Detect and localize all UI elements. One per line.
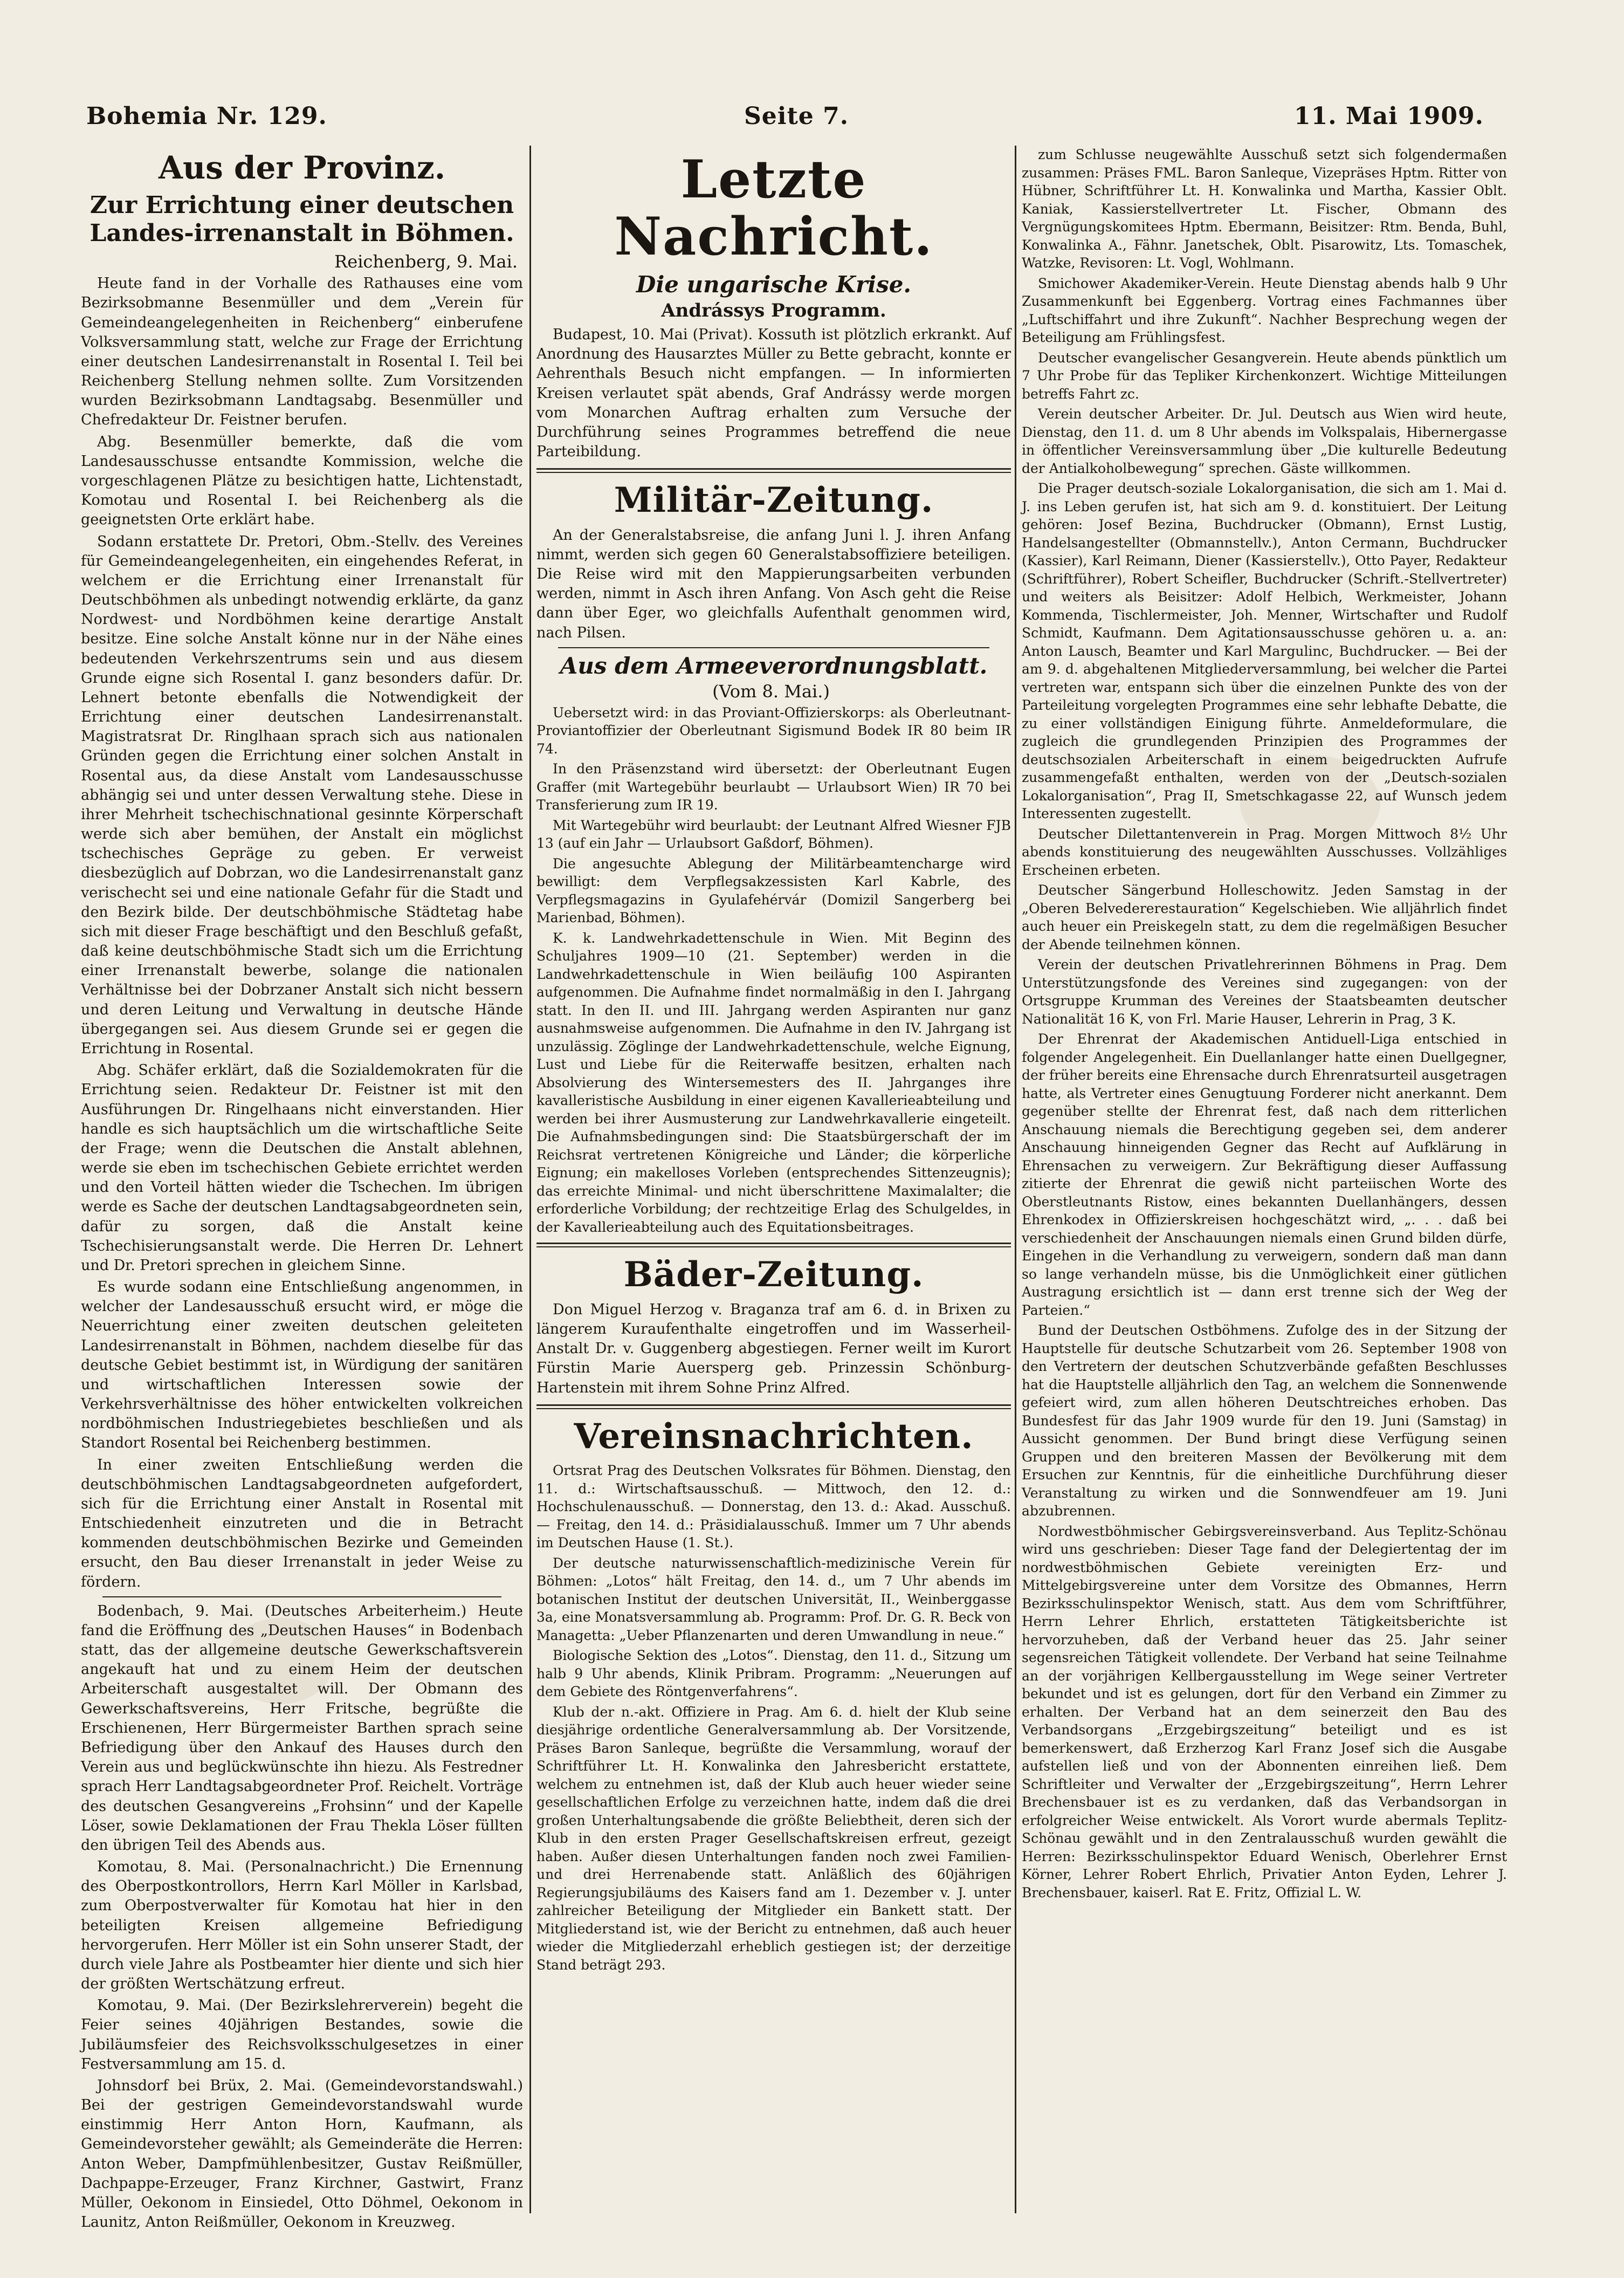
crisis-headline: Die ungarische Krise. [636, 271, 912, 298]
column-3 [1022, 146, 1507, 2219]
army-paragraph: Uebersetzt wird: in das Proviant-Offizierskorps: als Oberleutnant-Proviantoffizier der Oberleutnant Sigismund Bodek IR 80 beim IR 74. [536, 704, 1011, 757]
article-dateline: Reichenberg, 9. Mai. [334, 251, 518, 272]
baths-title: Bäder-Zeitung. [623, 1254, 924, 1295]
clubs-paragraph: Verein deutscher Arbeiter. Dr. Jul. Deutsch aus Wien wird heute, Dienstag, den 11. d. um 8 Uhr abends im Volkspalais, Hibernergasse in öffentlicher Vereinsversammlung über „Die kulturelle Bedeutung der Antialkoholbewegung“ sprechen. Gäste willkommen. [1022, 406, 1507, 476]
army-paragraph: Die angesuchte Ablegung der Militärbeamtencharge wird bewilligt: dem Verpflegsakzessisten Karl Kabrle, des Verpflegsmagazins in Gyulafehérvár (Domizil Sangerberg bei Marienbad, Böhmen). [536, 855, 1011, 926]
clubs-paragraph: Der Ehrenrat der Akademischen Antiduell-Liga entschied in folgender Angelegenheit. Ein Duellanlanger hatte einen Duellgegner, der früher bereits eine Ehrensache durch Ehrenratsurteil ausgetragen hatte, als Vertreter eines Genugtuung Forderer nicht anerkannt. Dem gegenüber stellte der Ehrenrat fest, daß nach dem ritterlichen Anschauung niemals die Berechtigung gegeben sei, dem anderer Anschauung hinneigenden Gegner das Recht auf Aufklärung in Ehrensachen zu verweigern. Zur Bekräftigung dieser Auffassung zitierte der Ehrenrat die gewiß nicht parteiischen Worte des Oberstleutnants Ristow, eines bekannten Duellanhängers, dessen Ehrenkodex in Offizierskreisen hochgeschätzt wird, „. . . daß bei verschiedenheit der Anschauungen niemals einen Grund bilden dürfe, Eingehen in die Verhandlung zu verweigern, sondern daß man dann so lange verhandeln müsse, bis die Unmöglichkeit einer gütlichen Austragung ersichtlich ist — dann erst trenne sich der Weg der Parteien.“ [1022, 1031, 1507, 1318]
clubs-paragraph: Ortsrat Prag des Deutschen Volksrates für Böhmen. Dienstag, den 11. d.: Wirtschaftsausschuß. — Mittwoch, den 12. d.: Hochschulenausschuß. — Donnerstag, den 13. d.: Akad. Ausschuß. — Freitag, den 14. d.: Präsidialausschuß. Immer um 7 Uhr abends im Deutschen Hause (1. St.). [536, 1463, 1011, 1551]
clubs-paragraph: Der deutsche naturwissenschaftlich-medizinische Verein für Böhmen: „Lotos“ hält Freitag, den 14. d., um 7 Uhr abends im botanischen Institut der deutschen Universität, II., Weinberggasse 3a, eine Monatsversammlung ab. Programm: Prof. Dr. G. R. Beck von Managetta: „Ueber Pflanzenarten und deren Umwandlung in neue.“ [536, 1555, 1011, 1643]
column-1 [81, 146, 523, 2231]
clubs-paragraph: Nordwestböhmischer Gebirgsvereinsverband. Aus Teplitz-Schönau wird uns geschrieben: Dieser Tage fand der Delegiertentag der im nordwestböhmischen Gebiete vereinigten Erz- und Mittelgebirgsvereine unter dem Vorsitze des Obmannes, Herrn Bezirksschulinspektor Wenisch, statt. Aus dem vom Schriftführer, Herrn Lehrer Ehrlich, erstatteten Tätigkeitsberichte ist hervorzuheben, daß der Verband heuer das 25. Jahr seiner segensreichen Tätigkeit vollendete. Der Verband hat seine Teilnahme an der vorjährigen Kellbergausstellung im Wege seiner Vertreter bekundet und ist es gelungen, dort für den Verband ein Zimmer zu erhalten. Der Verband hat an dem seinerzeit den Bau des Verbandsorgans „Erzgebirgszeitung“ beteiligt und es ist bemerkenswert, daß Erzherzog Karl Franz Josef sich die Ausgabe aufstellen ließ und von der Abonnenten einreihen ließ. Dem Schriftleiter und Verwalter der „Erzgebirgszeitung“, Herrn Lehrer Brechensbauer ist es zu verdanken, daß das Verbandsorgan in erfolgreicher Weise entwickelt. Als Vorort wurde abermals Teplitz-Schönau gewählt und in den Zentralausschuß wurden gewählt die Herren: Bezirksschulinspektor Eduard Wenisch, Oberlehrer Ernst Körner, Lehrer Robert Ehrlich, Privatier Anton Eyden, Lehrer J. Brechensbauer, kaiserl. Rat E. Fritz, Offizial L. W. [1022, 1523, 1507, 1900]
clubs-paragraph: zum Schlusse neugewählte Ausschuß setzt sich folgendermaßen zusammen: Präses FML. Baron Sanleque, Vizepräses Hptm. Ritter von Hübner, Schriftführer Lt. H. Konwalinka und Martha, Kassier Oblt. Kaniak, Kassierstellvertreter Lt. Fischer, Obmann des Vergnügungskomitees Hptm. Ebermann, Beisitzer: Rtm. Benda, Buhl, Konwalinka A., Fähnr. Janetschek, Oblt. Pisarowitz, Lts. Tomaschek, Watzke, Revisoren: Lt. Vogl, Wohlmann. [1022, 147, 1507, 271]
clubs-paragraph: Smichower Akademiker-Verein. Heute Dienstag abends halb 9 Uhr Zusammenkunft bei Eggenberg. Vortrag eines Fachmannes über „Luftschiffahrt und ihre Zukunft“. Nachher Besprechung wegen der Beteiligung am Frühlingsfest. [1022, 275, 1507, 345]
crisis-paragraph: Budapest, 10. Mai (Privat). Kossuth ist plötzlich erkrankt. Auf Anordnung des Hausarztes Müller zu Bette gebracht, konnte er Aehrenthals Besuch nicht empfangen. — In informierten Kreisen verlautet spät abends, Graf Andrássy werde morgen vom Monarchen Auftrag erhalten zum Versuche der Durchführung seines Programmes betreffend die neue Parteibildung. [536, 326, 1011, 461]
brief-paragraph: Komotau, 9. Mai. (Der Bezirkslehrerverein) begeht die Feier seines 40jährigen Bestandes, sowie die Jubiläumsfeier des Reichsvolksschulgesetzes in einer Festversammlung am 15. d. [81, 1997, 523, 2073]
baths-paragraph: Don Miguel Herzog v. Braganza traf am 6. d. in Brixen zu längerem Kuraufenthalte eingetroffen und im Wasserheil-Anstalt Dr. v. Guggenberg abgestiegen. Ferner weilt im Kurort Fürstin Marie Auersperg geb. Prinzessin Schönburg-Hartenstein mit ihrem Sohne Prinz Alfred. [536, 1301, 1011, 1396]
clubs-paragraph: Bund der Deutschen Ostböhmens. Zufolge des in der Sitzung der Hauptstelle für deutsche Schutzarbeit vom 26. September 1908 von den Vertretern der deutschen Schutzverbände gefaßten Beschlusses hat die Hauptstelle alljährlich den Tag, an welchem die Sonnenwende gefeiert wird, zum allen höheren Deutschtreiches erhoben. Das Bundesfest für das Jahr 1909 wurde für den 19. Juni (Samstag) in Aussicht genommen. Der Bund bringt diese Verfügung seinen Gruppen und den breiteren Massen der Bevölkerung mit dem Ersuchen zur Kenntnis, für die einheitliche Durchführung dieser Veranstaltung zu wirken und die Sonnwendfeuer am 19. Juni abzubrennen. [1022, 1322, 1507, 1519]
article-paragraph: Abg. Besenmüller bemerkte, daß die vom Landesausschusse entsandte Kommission, welche die vorgeschlagenen Plätze zu besichtigen hatte, Lichtenstadt, Komotau und Rosental I. bei Reichenberg als die geeignetsten Orte erklärt habe. [81, 433, 523, 529]
section-divider [536, 1243, 1011, 1247]
clubs-paragraph: Deutscher evangelischer Gesangverein. Heute abends pünktlich um 7 Uhr Probe für das Tepliker Kirchenkonzert. Wichtige Mitteilungen betreffs Fahrt zc. [1022, 349, 1507, 402]
article-paragraph: In einer zweiten Entschließung werden die deutschböhmischen Landtagsabgeordneten aufgefordert, sich für die Errichtung einer Anstalt in Rosental mit Entschiedenheit einzutreten und die in Betracht kommenden deutschböhmischen Bezirke und Gemeinden ersucht, den Bau dieser Irrenanstalt in jeder Weise zu fördern. [81, 1456, 523, 1590]
header-page-number: Seite 7. [744, 102, 849, 130]
section-title: Aus der Provinz. [158, 149, 446, 186]
brief-paragraph: Johnsdorf bei Brüx, 2. Mai. (Gemeindevorstandswahl.) Bei der gestrigen Gemeindevorstandswahl wurde einstimmig Herr Anton Horn, Kaufmann, als Gemeindevorsteher gewählt; als Gemeinderäte die Herren: Anton Weber, Dampfmühlenbesitzer, Gustav Reißmüller, Dachpappe-Erzeuger, Franz Kirchner, Gastwirt, Franz Müller, Oekonom in Einsiedel, Otto Döhmel, Oekonom in Launitz, Anton Reißmüller, Oekonom in Kreuzweg. [81, 2077, 523, 2231]
section-divider [536, 468, 1011, 473]
clubs-title: Vereinsnachrichten. [574, 1416, 974, 1457]
column-rule [1015, 146, 1016, 2213]
header-date: 11. Mai 1909. [1294, 102, 1484, 130]
clubs-paragraph: Die Prager deutsch-soziale Lokalorganisation, die sich am 1. Mai d. J. ins Leben gerufen ist, hat sich am 9. d. konstituiert. Der Leitung gehören: Josef Bezina, Buchdrucker (Obmann), Ernst Lustig, Handelsangestellter (Obmannstellv.), Anton Cermann, Buchdrucker (Kassier), Karl Reimann, Diener (Kassierstellv.), Otto Payer, Redakteur (Schriftführer), Robert Scheifler, Buchdrucker (Schrift.-Stellvertreter) und weiters als Beisitzer: Adolf Helbich, Werkmeister, Johann Kommenda, Tischlermeister, Joh. Menner, Wirtschafter und Rudolf Schmidt, Kaufmann. Dem Agitationsausschusse gehören u. a. an: Anton Lausch, Beamter und Karl Margulinc, Buchdrucker. — Bei der am 9. d. abgehaltenen Mitgliederversammlung, bei welcher die Partei vertreten war, entspann sich über die einzelnen Punkte des von der Parteileitung vorgelegten Programmes eine sehr lebhafte Debatte, die zu einer vollständigen Einigung führte. Anmeldeformulare, die zugleich die grundlegenden Prinzipien des Programmes der deutschsozialen Arbeiterschaft in einem beigedruckten Aufrufe zusammengefaßt enthalten, werden von der „Deutsch-sozialen Lokalorganisation“, Prag II, Smetschkagasse 22, auf Wunsch jedem Interessenten zugestellt. [1022, 481, 1507, 821]
brief-paragraph: Bodenbach, 9. Mai. (Deutsches Arbeiterheim.) Heute fand die Eröffnung des „Deutschen Hauses“ in Bodenbach statt, das der allgemeine deutsche Gewerkschaftsverein angekauft hat und zu einem Heim der deutschen Arbeiterschaft ausgestaltet will. Der Obmann des Gewerkschaftsvereins, Herr Fritsche, begrüßte die Erschienenen, Herr Bürgermeister Barthen sprach seine Befriedigung über den Ankauf des Hauses durch den Verein aus und beglückwünschte ihn hiezu. Als Festredner sprach Herr Landtagsabgeordneter Prof. Reichelt. Vorträge des deutschen Gesangvereins „Frohsinn“ und der Kapelle Löser, sowie Deklamationen der Frau Thekla Löser füllten den übrigen Teil des Abends aus. [81, 1602, 523, 1854]
army-paragraph: Mit Wartegebühr wird beurlaubt: der Leutnant Alfred Wiesner FJB 13 (auf ein Jahr — Urlaubsort Gaßdorf, Böhmen). [536, 817, 1011, 852]
article-paragraph: Abg. Schäfer erklärt, daß die Sozialdemokraten für die Errichtung seien. Redakteur Dr. Feistner ist mit den Ausführungen Dr. Ringelhaans nicht einverstanden. Hier handle es sich hauptsächlich um die wirtschaftliche Seite der Frage; wenn die Deutschen die Anstalt ablehnen, werde sie eben im tschechischen Gebiete errichtet werden und den Vorteil hätten wieder die Tschechen. Im übrigen werde es Sache der deutschen Landtagsabgeordneten sein, dafür zu sorgen, daß die Anstalt keine Tschechisierungsanstalt werde. Die Herren Dr. Lehnert und Dr. Pretori sprechen in gleichem Sinne. [81, 1062, 523, 1274]
clubs-paragraph: Deutscher Sängerbund Holleschowitz. Jeden Samstag in der „Oberen Belvedererestauration“ Kegelschieben. Wie alljährlich findet auch heuer ein Preiskegeln statt, zu dem die regelmäßigen Besucher der Abende teilnehmen können. [1022, 882, 1507, 952]
latest-news-title: Letzte Nachricht. [614, 149, 933, 267]
article-paragraph: Sodann erstattete Dr. Pretori, Obm.-Stellv. des Vereines für Gemeindeangelegenheiten, ein eingehendes Referat, in welchem er die Errichtung einer Irrenanstalt für Deutschböhmen als unbedingt notwendig erklärte, da ganz Nordwest- und Nordböhmen keine derartige Anstalt besitze. Eine solche Anstalt könne nur in der Nähe eines bedeutenden Verkehrszentrums sein und aus diesem Grunde eigne sich Rosental I. ganz besonders dafür. Dr. Lehnert betonte ebenfalls die Notwendigkeit der Errichtung einer deutschen Landesirrenanstalt. Magistratsrat Dr. Ringlhaan sprach sich aus nationalen Gründen gegen die Errichtung einer solchen Anstalt in Rosental aus, da diese Anstalt vom Landesausschusse abhängig sei und unter dessen Verwaltung stehe. Diese in ihrer Mehrheit tschechischnational gesinnte Körperschaft werde sich aber bemühen, der Anstalt ein möglichst tschechisches Gepräge zu geben. Er verweist diesbezüglich auf Dobrzan, wo die Landesirrenanstalt ganz verischecht sei und eine nationale Gefahr für die Stadt und den Bezirk bilde. Der deutschböhmische Städtetag habe sich mit dieser Frage beschäftigt und den Beschluß gefaßt, daß keine deutschböhmische Stadt sich um die Errichtung einer Irrenanstalt bewerbe, solange die nationalen Verhältnisse bei der Dobrzaner Anstalt sich nicht bessern und deren Leitung und Verwaltung in deutsche Hände übergegangen sei. Aus diesem Grunde sei er gegen die Errichtung in Rosental. [81, 533, 523, 1057]
section-divider [102, 1596, 501, 1597]
army-gazette-title: Aus dem Armeeverordnungsblatt. [560, 652, 988, 679]
army-paragraph: K. k. Landwehrkadettenschule in Wien. Mit Beginn des Schuljahres 1909—10 (21. September) werden in die Landwehrkadettenschule in Wien beiläufig 100 Aspiranten aufgenommen. Die Aufnahme findet normalmäßig in den I. Jahrgang statt. In den II. und III. Jahrgang werden Aspiranten nur ganz ausnahmsweise aufgenommen. Die Aufnahme in den IV. Jahrgang ist unzulässig. Zöglinge der Landwehrkadettenschule, welche Eignung, Lust und Liebe für die Reiterwaffe besitzen, erhalten nach Absolvierung des Wintersemesters des II. Jahrganges ihre kavalleristische Ausbildung in einer eigenen Kavallerieabteilung und werden bei ihrer Ausmusterung zur Landwehrkavallerie eingeteilt. Die Aufnahmsbedingungen sind: Die Staatsbürgerschaft der im Reichsrat vertretenen Königreiche und Länder; die körperliche Eignung; ein makelloses Vorleben (entsprechendes Sittenzeugnis); das erreichte Minimal- und nicht überschrittene Maximalalter; die erforderliche Vorbildung; der rechtzeitige Erlag des Schulgeldes, in der Kavallerieabteilung auch des Equitationsbeitrages. [536, 930, 1011, 1235]
article-paragraph: Es wurde sodann eine Entschließung angenommen, in welcher der Landesausschuß ersucht wird, er möge die Neuerrichtung einer zweiten deutschen geleiteten Landesirrenanstalt in Böhmen, nachdem dieselbe für das deutsche Gebiet bestimmt ist, in Würdigung der sanitären und wirtschaftlichen Interessen sowie der Verkehrsverhältnisse des höher entwickelten volkreichen nordböhmischen Industriegebietes beschließen und als Standort Rosental bei Reichenberg bestimmen. [81, 1279, 523, 1452]
crisis-subheadline: Andrássys Programm. [661, 300, 886, 322]
army-paragraph: In den Präsenzstand wird übersetzt: der Oberleutnant Eugen Graffer (mit Wartegebühr beurlaubt — Urlaubsort Wien) IR 70 bei Transferierung zum IR 19. [536, 761, 1011, 813]
article-paragraph: Heute fand in der Vorhalle des Rathauses eine vom Bezirksobmanne Besenmüller und dem „Verein für Gemeindeangelegenheiten in Reichenberg“ einberufene Volksversammlung statt, welche zur Frage der Errichtung einer deutschen Landesirrenanstalt in Rosental I. Teil bei Reichenberg Stellung nehmen sollte. Zum Vorsitzenden wurden Bezirksobmann Landtagsabg. Besenmüller und Chefredakteur Dr. Feistner berufen. [81, 275, 523, 429]
army-gazette-date: (Vom 8. Mai.) [712, 681, 830, 702]
military-paragraph: An der Generalstabsreise, die anfang Juni l. J. ihren Anfang nimmt, werden sich gegen 60 Generalstabsoffiziere beteiligen. Die Reise wird mit den Mappierungsarbeiten verbunden werden, nimmt in Asch ihren Anfang. Von Asch geht die Reise dann über Eger, wo gleichfalls Aufenthalt genommen wird, nach Pilsen. [536, 526, 1011, 641]
military-title: Militär-Zeitung. [614, 480, 934, 521]
brief-paragraph: Komotau, 8. Mai. (Personalnachricht.) Die Ernennung des Oberpostkontrollors, Herrn Karl Möller in Karlsbad, zum Oberpostverwalter für Komotau hat hier in den beteiligten Kreisen allgemeine Befriedigung hervorgerufen. Herr Möller ist ein Sohn unserer Stadt, der durch viele Jahre als Postbeamter hier diente und sich hier der größten Wertschätzung erfreut. [81, 1858, 523, 1993]
column-rule [529, 146, 531, 2213]
article-headline: Zur Errichtung einer deutschen Landes-irrenanstalt in Böhmen. [90, 191, 514, 248]
clubs-paragraph: Verein der deutschen Privatlehrerinnen Böhmens in Prag. Dem Unterstützungsfonde des Vereines sind zugegangen: von der Ortsgruppe Krumman des Vereines der Staatsbeamten deutscher Nationalität 16 K, von Frl. Marie Hauser, Lehrerin in Prag, 3 K. [1022, 957, 1507, 1027]
clubs-paragraph: Deutscher Dilettantenverein in Prag. Morgen Mittwoch 8½ Uhr abends konstituierung des neugewählten Ausschusses. Vollzähliges Erscheinen erbeten. [1022, 826, 1507, 878]
clubs-paragraph: Klub der n.-akt. Offiziere in Prag. Am 6. d. hielt der Klub seine diesjährige ordentliche Generalversammlung ab. Der Vorsitzende, Präses Baron Sanleque, begrüßte die Versammlung, worauf der Schriftführer Lt. H. Konwalinka den Jahresbericht erstattete, welchem zu entnehmen ist, daß der Klub auch heuer wieder seine gesellschaftlichen Erfolge zu verzeichnen hatte, indem daß die drei großen Unterhaltungsabende die größte Beliebtheit, deren sich der Klub in den ersten Prager Gesellschaftskreisen erfreut, gezeigt haben. Außer diesen Unterhaltungen fanden noch zwei Familien- und drei Herrenabende statt. Anläßlich des 60jährigen Regierungsjubiläums des Kaisers fand am 1. Dezember v. J. unter zahlreicher Beteiligung der Mitglieder ein Bankett statt. Der Mitgliederstand ist, wie der Bericht zu entnehmen, daß auch heuer wieder die Mitgliederzahl erheblich gestiegen ist; der derzeitige Stand beträgt 293. [536, 1704, 1011, 1973]
section-divider [558, 647, 989, 648]
clubs-paragraph: Biologische Sektion des „Lotos“. Dienstag, den 11. d., Sitzung um halb 9 Uhr abends, Klinik Pribram. Programm: „Neuerungen auf dem Gebiete des Röntgenverfahrens“. [536, 1648, 1011, 1700]
section-divider [536, 1404, 1011, 1409]
column-2 [536, 146, 1011, 2219]
header-masthead: Bohemia Nr. 129. [86, 102, 327, 130]
